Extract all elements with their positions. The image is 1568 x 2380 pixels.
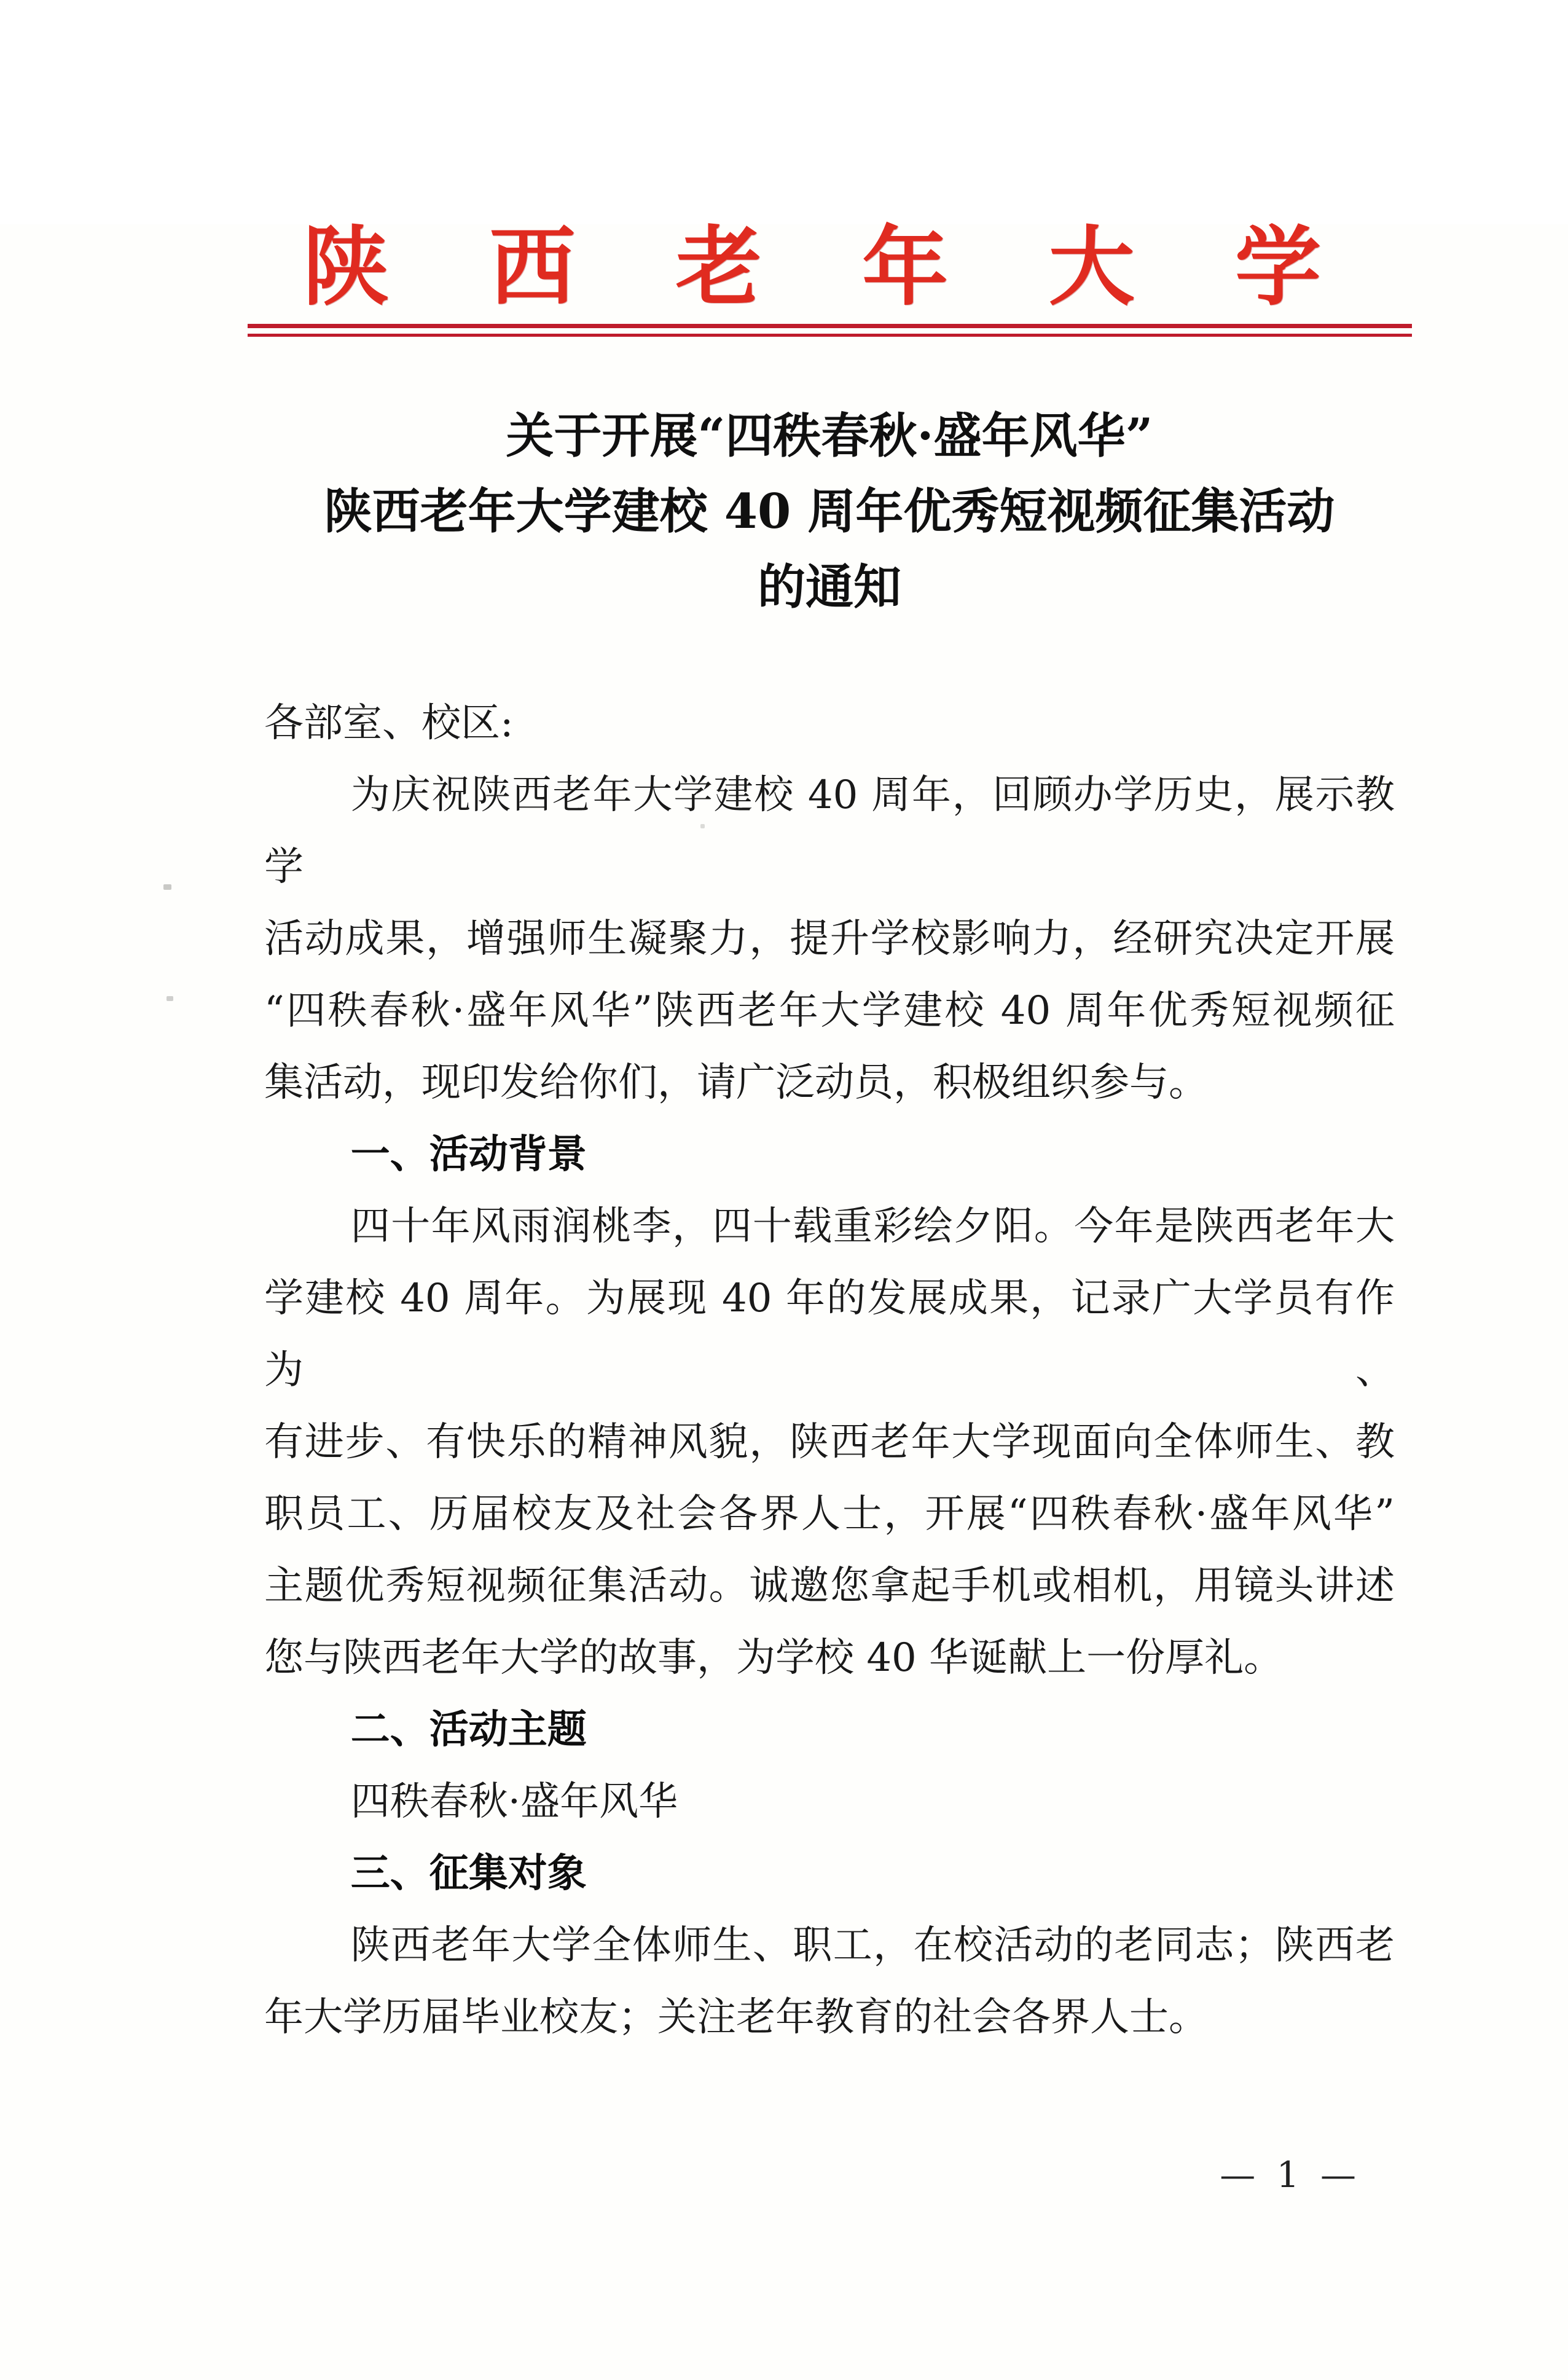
body-line: 集活动，现印发给你们，请广泛动员，积极组织参与。	[264, 1060, 1208, 1106]
salutation-line: 各部室、校区:	[264, 701, 514, 746]
section-heading: 三、征集对象	[350, 1851, 587, 1896]
letterhead-rule-thin	[248, 334, 1412, 337]
letterhead-char: 大	[1048, 217, 1135, 318]
section-heading: 一、活动背景	[350, 1132, 587, 1177]
document-body	[264, 688, 1395, 2054]
letterhead-divider	[248, 324, 1412, 337]
letterhead-char: 陕	[303, 217, 390, 318]
body-line: 职员工、历届校友及社会各界人士，开展“四秩春秋·盛年风华”	[264, 1491, 1395, 1537]
body-line: 四秩春秋·盛年风华	[350, 1779, 678, 1824]
body-line: 年大学历届毕业校友；关注老年教育的社会各界人士。	[264, 1995, 1208, 2040]
body-line: 有进步、有快乐的精神风貌，陕西老年大学现面向全体师生、教	[264, 1420, 1395, 1465]
letterhead-char: 老	[675, 217, 762, 318]
body-line: 四十年风雨润桃李，四十载重彩绘夕阳。今年是陕西老年大	[350, 1204, 1395, 1249]
document-title	[264, 398, 1395, 625]
title-line-3: 的通知	[757, 559, 901, 615]
title-line-2: 陕西老年大学建校 40 周年优秀短视频征集活动	[324, 484, 1335, 540]
body-line: 您与陕西老年大学的故事，为学校 40 华诞献上一份厚礼。	[264, 1635, 1284, 1681]
letterhead-char: 学	[1234, 217, 1321, 318]
scan-artifact	[700, 824, 705, 828]
section-heading: 二、活动主题	[350, 1707, 587, 1753]
body-line: 为庆祝陕西老年大学建校 40 周年，回顾办学历史，展示教学	[264, 772, 1395, 890]
title-line-1: 关于开展“四秩春秋·盛年风华”	[506, 408, 1153, 464]
page-number: — 1 —	[1220, 2154, 1361, 2196]
letterhead-rule-thick	[248, 324, 1412, 328]
scan-artifact	[163, 884, 171, 890]
body-line: 学建校 40 周年。为展现 40 年的发展成果，记录广大学员有作为、	[264, 1276, 1395, 1393]
body-line: “四秩春秋·盛年风华”陕西老年大学建校 40 周年优秀短视频征	[264, 988, 1395, 1034]
body-line: 陕西老年大学全体师生、职工，在校活动的老同志；陕西老	[350, 1923, 1395, 1968]
letterhead-char: 年	[862, 217, 949, 318]
body-line: 主题优秀短视频征集活动。诚邀您拿起手机或相机，用镜头讲述	[264, 1563, 1395, 1609]
scan-artifact	[167, 996, 173, 1001]
letterhead-char: 西	[489, 217, 576, 318]
body-line: 活动成果，增强师生凝聚力，提升学校影响力，经研究决定开展	[264, 916, 1395, 962]
letterhead	[303, 217, 1321, 318]
document-page	[0, 217, 1568, 2380]
